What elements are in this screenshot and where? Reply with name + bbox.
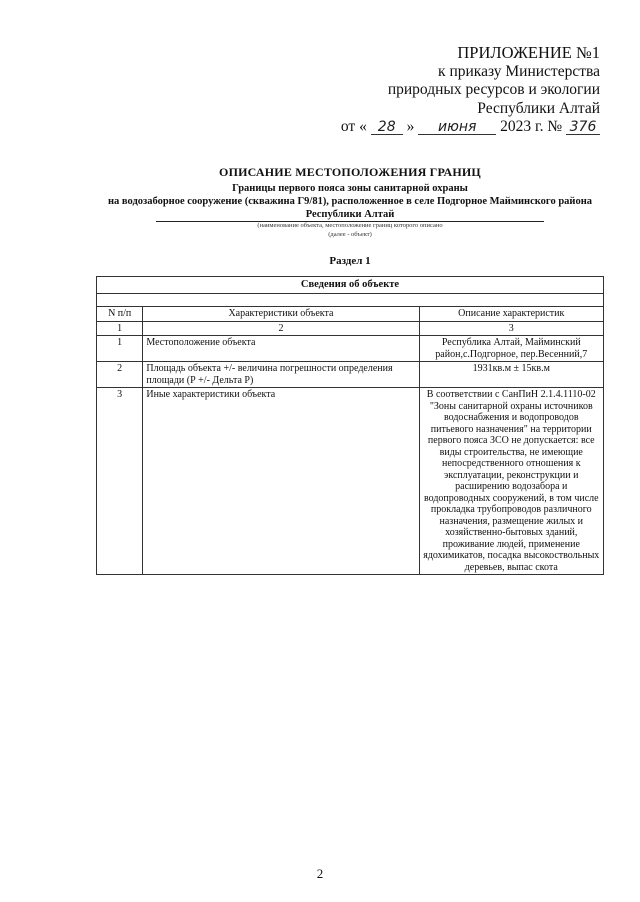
row-value: Республика Алтай, Майминский район,с.Подгорное, пер.Весенний,7: [419, 336, 603, 362]
index-cell: 3: [419, 321, 603, 336]
note-line: (далее - объект): [328, 231, 372, 238]
page-number: 2: [316, 866, 324, 881]
order-number-handwritten: 376: [566, 120, 600, 135]
heading-line: Границы первого пояса зоны санитарной охраны: [232, 183, 468, 194]
note-line: (наименование объекта, местоположение границ которого описано: [257, 222, 443, 229]
order-date-line: [341, 118, 600, 137]
date-prefix: от «: [340, 118, 367, 135]
document-title: ОПИСАНИЕ МЕСТОПОЛОЖЕНИЯ ГРАНИЦ: [219, 165, 481, 179]
table-header-row: [97, 307, 604, 322]
row-name: Площадь объекта +/- величина погрешности определения площади (Р +/- Дельта Р): [143, 362, 419, 388]
appendix-line: Республики Алтай: [477, 99, 600, 117]
header-cell: N п/п: [97, 307, 143, 322]
appendix-line: природных ресурсов и экологии: [387, 81, 600, 98]
appendix-block: [341, 44, 600, 137]
table-spacer-cell: [97, 294, 604, 307]
heading-note: [96, 221, 604, 239]
heading-line: на водозаборное сооружение (скважина Г9/81), расположенное в селе Подгорное Майминского района: [107, 196, 593, 207]
index-cell: 1: [97, 321, 143, 336]
row-name: Иные характеристики объекта: [143, 388, 419, 575]
row-value: 1931кв.м ± 15кв.м: [419, 362, 603, 388]
appendix-title: ПРИЛОЖЕНИЕ №1: [457, 43, 600, 62]
section-title: Раздел 1: [329, 255, 371, 267]
table-row: [97, 362, 604, 388]
row-value: В соответствии с СанПиН 2.1.4.1110-02 "Зоны санитарной охраны источников водоснабжения и водопроводов питьевого назначения" на территории первого пояса ЗСО не допускается: все виды строительства, не имеющие непосредственного отношения к эксплуатации, реконструкции и расширению водозабора и водопроводных сооружений, в том числе прокладка трубопроводов различного назначения, размещение жилых и хозяйственно-бытовых зданий, проживание людей, применение ядохимикатов, посадка высокоствольных деревьев, выпас скота: [419, 388, 603, 575]
table-caption-row: [97, 277, 604, 294]
index-cell: 2: [143, 321, 419, 336]
appendix-line: к приказу Министерства: [438, 62, 600, 80]
object-info-table: [96, 276, 604, 575]
table-row: [97, 336, 604, 362]
row-number: 1: [97, 336, 143, 362]
header-cell: Характеристики объекта: [143, 307, 419, 322]
table-row: [97, 388, 604, 575]
date-mid: »: [406, 118, 415, 135]
table-index-row: [97, 321, 604, 336]
table-caption: Сведения об объекте: [97, 277, 604, 294]
heading-line: Республики Алтай: [156, 208, 544, 222]
document-heading: [96, 166, 604, 222]
table-spacer-row: [97, 294, 604, 307]
date-month-handwritten: июня: [418, 120, 496, 135]
date-day-handwritten: 28: [371, 120, 403, 135]
row-number: 2: [97, 362, 143, 388]
row-number: 3: [97, 388, 143, 575]
row-name: Местоположение объекта: [143, 336, 419, 362]
header-cell: Описание характеристик: [419, 307, 603, 322]
date-year: 2023 г. №: [500, 118, 563, 135]
